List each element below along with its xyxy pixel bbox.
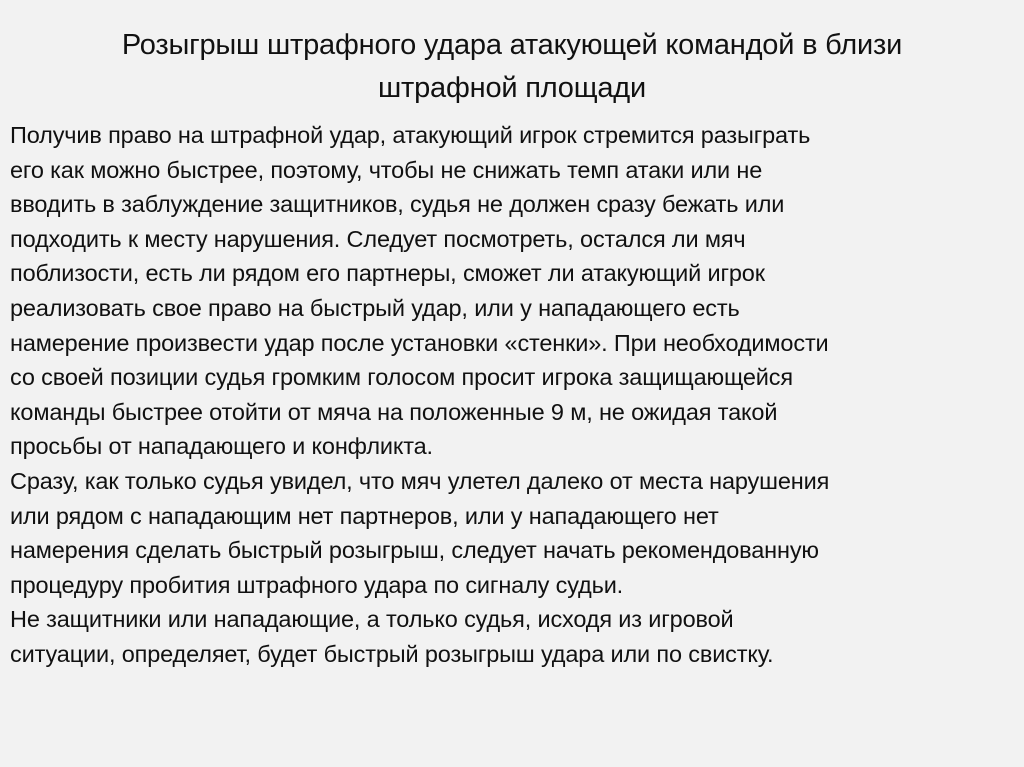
body-line: поблизости, есть ли рядом его партнеры, сможет ли атакующий игрок xyxy=(10,260,765,287)
body-line: со своей позиции судья громким голосом просит игрока защищающейся xyxy=(10,364,793,391)
body-line: процедуру пробития штрафного удара по сигналу судьи. xyxy=(10,571,624,598)
body-line: Получив право на штрафной удар, атакующий игрок стремится разыграть xyxy=(10,122,811,148)
body-line: ситуации, определяет, будет быстрый розыгрыш удара или по свистку. xyxy=(10,640,774,667)
body-line: намерения сделать быстрый розыгрыш, следует начать рекомендованную xyxy=(10,537,819,564)
slide-body-text xyxy=(10,118,1015,672)
body-line: его как можно быстрее, поэтому, чтобы не снижать темп атаки или не xyxy=(10,156,763,183)
body-line: команды быстрее отойти от мяча на положенные 9 м, не ожидая такой xyxy=(10,398,778,425)
body-line: реализовать свое право на быстрый удар, или у нападающего есть xyxy=(10,294,740,321)
body-line: Сразу, как только судья увидел, что мяч улетел далеко от места нарушения xyxy=(10,467,830,494)
body-line: или рядом с нападающим нет партнеров, или у нападающего нет xyxy=(10,502,719,529)
body-line: Не защитники или нападающие, а только судья, исходя из игровой xyxy=(10,606,734,633)
body-line: намерение произвести удар после установки «стенки». При необходимости xyxy=(10,329,829,356)
slide-title xyxy=(40,24,984,110)
title-line: штрафной площади xyxy=(377,72,647,104)
body-line: подходить к месту нарушения. Следует посмотреть, остался ли мяч xyxy=(10,225,746,252)
title-line: Розыгрыш штрафного удара атакующей командой в близи xyxy=(121,29,903,61)
body-line: просьбы от нападающего и конфликта. xyxy=(10,433,433,460)
body-line: вводить в заблуждение защитников, судья не должен сразу бежать или xyxy=(10,191,785,218)
